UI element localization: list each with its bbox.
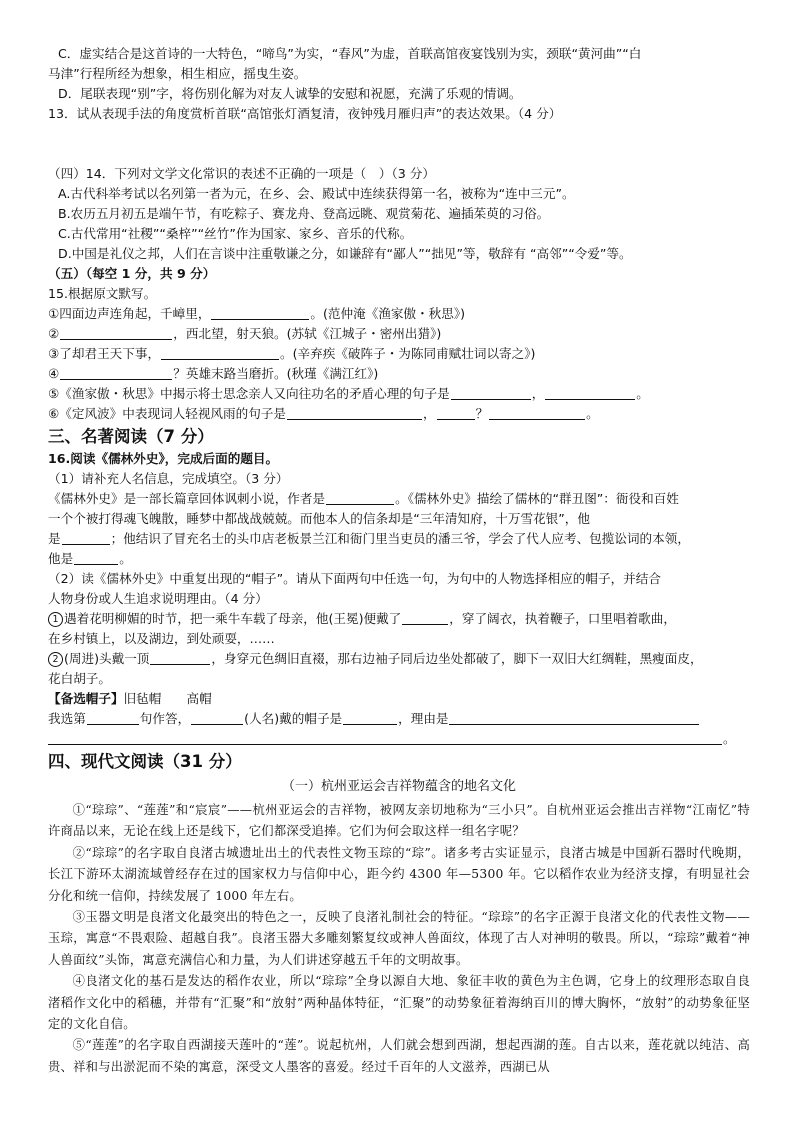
sentence-1-marker: 1	[48, 612, 63, 627]
q16-heading: 16.阅读《儒林外史》，完成后面的题目。	[48, 451, 279, 466]
dictation-6-blank-c[interactable]	[489, 405, 585, 420]
dictation-3-blank[interactable]	[161, 345, 279, 360]
part5-heading: （五）（每空 1 分，共 9 分）	[48, 266, 216, 281]
q16-part1-line1	[48, 489, 750, 509]
dictation-6-comma: ，	[422, 406, 436, 421]
dictation-2-text: ，西北望，射天狼。(苏轼《江城子・密州出猎》)	[173, 326, 442, 341]
article-paragraph-3: ③玉器文明是良渚文化最突出的特色之一，反映了良渚礼制社会的特征。“琮琮”的名字正源于良渚文化的代表性文物——玉琮，寓意“不畏艰险、超越自我”。良渚玉器大多雕刻繁复纹或神人兽面纹，体现了古人对神明的敬畏。所以，“琮琮”戴着“神人兽面纹”头饰，寓意充满信心和力量，为人们讲述穿越五千年的文明故事。	[48, 910, 750, 967]
dictation-5-number: ⑤	[48, 386, 60, 401]
author-blank[interactable]	[326, 490, 394, 505]
dictation-6	[48, 404, 750, 424]
exam-page	[48, 44, 750, 1078]
hat-sentence-1	[48, 609, 750, 629]
q13-answer-space[interactable]	[48, 124, 750, 144]
answer-text2: 句作答，	[139, 711, 191, 726]
answer-reason-blank[interactable]	[449, 710, 699, 725]
section-4-title: 四、现代文阅读（31 分）	[48, 752, 242, 771]
q14-option-c: C.古代常用“社稷”“桑梓”“丝竹”作为国家、家乡、音乐的代称。	[58, 226, 413, 241]
q14-option-d: D.中国是礼仪之邦，人们在言谈中注重敬谦之分，如谦辞有“鄙人”“拙见”等，敬辞有 “高邻”“令爱”等。	[58, 246, 632, 261]
article-title: （一）杭州亚运会吉祥物蕴含的地名文化	[281, 779, 516, 794]
q15-heading: 15.根据原文默写。	[48, 286, 157, 301]
dictation-5-comma: ，	[531, 386, 545, 401]
answer-hat-blank[interactable]	[343, 710, 397, 725]
answer-sentence-blank[interactable]	[87, 710, 139, 725]
q16-part1-line2: 一个个被打得魂飞魄散，睡梦中都战战兢兢。而他本人的信条却是“三年清知府，十万雪花银”，他	[48, 511, 590, 526]
sentence-2-text2: ，身穿元色绸旧直裰，那右边袖子同后边坐处都破了，脚下一双旧大红绸鞋，黑瘦面皮，	[211, 651, 703, 666]
dictation-5	[48, 384, 750, 404]
sentence-1-text1: 遇着花明柳媚的时节，把一乘牛车载了母亲，他(王冕)便戴了	[64, 611, 402, 626]
dictation-5-period: 。	[636, 386, 649, 401]
dictation-1-blank[interactable]	[211, 305, 309, 320]
q16-part1-text5: 他是	[48, 551, 74, 566]
dictation-6-question-mark: ？	[475, 406, 489, 421]
q16-part1-text2: 。《儒林外史》描绘了儒林的“群丑图”：衙役和百姓	[395, 491, 679, 506]
sentence-2-text1: (周进)头戴一顶	[64, 651, 150, 666]
article-paragraph-1: ①“琮琮”、“莲莲”和“宸宸”——杭州亚运会的吉祥物，被网友亲切地称为“三小只”。自杭州亚运会推出吉祥物“江南忆”特许商品以来，无论在线上还是线下，它们都深受追捧。它们为何会取这样一组名字呢？	[48, 803, 750, 839]
q12-option-d: D．尾联表现“别”字，将伤别化解为对友人诚挚的安慰和祝愿，充满了乐观的情调。	[58, 86, 522, 101]
character-blank-2[interactable]	[74, 550, 118, 565]
dictation-6-text: 《定风波》中表现词人轻视风雨的句子是	[59, 406, 286, 421]
article-paragraph-4: ④良渚文化的基石是发达的稻作农业，所以“琮琮”全身以源自大地、象征丰收的黄色为主色调，它身上的纹理形态取自良渚稻作文化中的稻穗，并带有“汇聚”和“放射”两种晶体特征，“汇聚”的动势象征着海纳百川的博大胸怀，“放射”的动势象征坚定的文化自信。	[48, 974, 750, 1032]
hat-sentence-2	[48, 649, 750, 669]
q16-part2-prompt: （2）读《儒林外史》中重复出现的“帽子”。请从下面两句中任选一句，为句中的人物选择相应的帽子，并结合	[48, 571, 661, 586]
dictation-6-number: ⑥	[48, 406, 60, 421]
section-3-title: 三、名著阅读（7 分）	[48, 427, 214, 446]
answer-reason-blank-2[interactable]	[48, 730, 722, 745]
dictation-2	[48, 324, 750, 344]
q16-part1-text1: 《儒林外史》是一部长篇章回体讽刺小说，作者是	[48, 491, 326, 506]
q16-part1-text6: 。	[119, 551, 132, 566]
dictation-4-text: ？英雄末路当磨折。(秋瑾《满江红》)	[173, 366, 379, 381]
dictation-1-text: 四面边声连角起，千嶂里，	[59, 306, 211, 321]
sentence-2-hat-blank[interactable]	[150, 650, 210, 665]
answer-end-period: 。	[723, 731, 736, 746]
q14-option-b: B.农历五月初五是端午节，有吃粽子、赛龙舟、登高远眺、观赏菊花、遍插茱萸的习俗。	[58, 206, 550, 221]
dictation-5-text: 《渔家傲・秋思》中揭示将士思念亲人又向往功名的矛盾心理的句子是	[59, 386, 450, 401]
q14-question: （四）14．下列对文学文化常识的表述不正确的一项是（ ）（3 分）	[48, 166, 435, 181]
dictation-3	[48, 344, 750, 364]
q16-part1-prompt: （1）请补充人名信息，完成填空。（3 分）	[48, 471, 289, 486]
sentence-1-hat-blank[interactable]	[402, 610, 448, 625]
hat-options-label: 【备选帽子】	[48, 691, 124, 706]
q16-part1-line3	[48, 529, 750, 549]
sentence-2-marker: 2	[48, 652, 63, 667]
hat-options	[48, 689, 750, 709]
article-body	[48, 800, 750, 1078]
dictation-6-blank-a[interactable]	[287, 405, 422, 420]
q13-question: 13．试从表现手法的角度赏析首联“高馆张灯酒复清，夜钟残月雁归声”的表达效果。（4 分）	[48, 106, 562, 121]
sentence-1-text2: ，穿了阔衣，执着鞭子，口里唱着歌曲，	[449, 611, 676, 626]
answer-name-blank[interactable]	[191, 710, 243, 725]
hat-answer-line-2	[48, 729, 750, 749]
dictation-5-blank-a[interactable]	[451, 385, 531, 400]
dictation-4-blank[interactable]	[60, 365, 172, 380]
article-paragraph-5: ⑤“莲莲”的名字取自西湖接天莲叶的“莲”。说起杭州，人们就会想到西湖，想起西湖的莲。自古以来，莲花就以纯洁、高贵、祥和与出淤泥而不染的寓意，深受文人墨客的喜爱。经过千百年的人文滋养，西湖已从	[48, 1038, 750, 1074]
dictation-3-text: 了却君王天下事，	[59, 346, 161, 361]
article-paragraph-2: ②“琮琮”的名字取自良渚古城遗址出土的代表性文物玉琮的“琮”。诸多考古实证显示，良渚古城是中国新石器时代晚期，长江下游环太湖流域曾经存在过的国家权力与信仰中心，距今约 4300 年—5300 年。它以稻作农业为经济支撑，有明显社会分化和统一信仰，持续发展了 1000 年左右。	[48, 845, 750, 903]
dictation-4	[48, 364, 750, 384]
dictation-5-blank-b[interactable]	[545, 385, 635, 400]
hat-options-list: 旧毡帽 高帽	[123, 691, 212, 706]
dictation-3-source: 。(辛弃疾《破阵子・为陈同甫赋壮词以寄之》)	[280, 346, 536, 361]
character-blank-1[interactable]	[62, 530, 110, 545]
q12-option-c-line2: 马津”行程所经为想象，相生相应，摇曳生姿。	[48, 66, 307, 81]
answer-text3: (人名)戴的帽子是	[244, 711, 343, 726]
q14-option-a: A.古代科举考试以名列第一者为元，在乡、会、殿试中连续获得第一名，被称为“连中三元”。	[58, 186, 575, 201]
dictation-4-number: ④	[48, 366, 60, 381]
hat-sentence-1-cont: 在乡村镇上，以及湖边，到处顽耍，……	[48, 631, 275, 646]
q16-part2-prompt-cont: 人物身份或人生追求说明理由。（4 分）	[48, 591, 268, 606]
dictation-2-blank[interactable]	[60, 325, 172, 340]
q16-part1-text4: ；他结识了冒充名士的头巾店老板景兰江和衙门里当吏员的潘三爷，学会了代人应考、包揽讼词的本领，	[110, 531, 690, 546]
q16-part1-line4	[48, 549, 750, 569]
dictation-6-blank-b[interactable]	[437, 405, 475, 420]
dictation-2-number: ②	[48, 326, 60, 341]
dictation-6-period: 。	[586, 406, 599, 421]
q13-answer-space-2[interactable]	[48, 144, 750, 164]
dictation-1-number: ①	[48, 306, 60, 321]
q12-option-c-line1: C．虚实结合是这首诗的一大特色，“啼鸟”为实，“春风”为虚，首联高馆夜宴饯别为实，颈联“黄河曲”“白	[58, 46, 642, 61]
answer-text1: 我选第	[48, 711, 86, 726]
answer-text4: ，理由是	[398, 711, 449, 726]
q16-part1-text3: 是	[48, 531, 61, 546]
dictation-3-number: ③	[48, 346, 60, 361]
hat-answer-line	[48, 709, 750, 729]
dictation-1-source: 。(范仲淹《渔家傲・秋思》)	[310, 306, 466, 321]
dictation-1	[48, 304, 750, 324]
hat-sentence-2-cont: 花白胡子。	[48, 671, 111, 686]
